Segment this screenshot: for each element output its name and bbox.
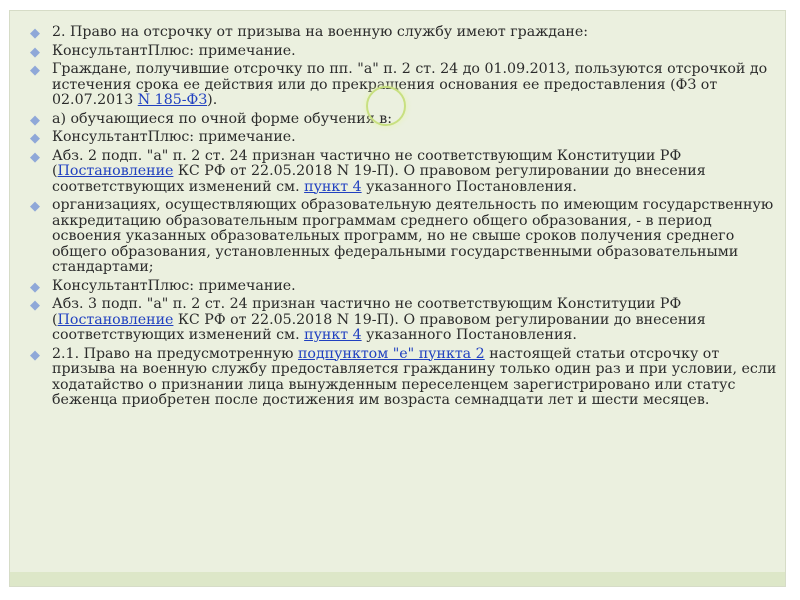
- diamond-bullet-icon: ◆: [30, 199, 40, 214]
- diamond-bullet-icon: ◆: [30, 347, 40, 363]
- item-text: указанного Постановления.: [361, 178, 577, 195]
- item-text: КС РФ от 22.05.2018 N 19-П). О правовом регулировании до внесения соответствующих изменений см.: [52, 163, 706, 195]
- diamond-bullet-icon: ◆: [30, 131, 40, 146]
- item-text: КонсультантПлюс: примечание.: [52, 277, 296, 294]
- document-link[interactable]: подпунктом "е" пункта 2: [297, 345, 485, 362]
- item-text: Абз. 3 подп. "а" п. 2 ст. 24 признан частично не соответствующим Конституции РФ (: [52, 296, 682, 328]
- item-text: КонсультантПлюс: примечание.: [52, 42, 296, 59]
- slide-frame: [9, 10, 786, 587]
- item-text: настоящей статьи отсрочку от призыва на военную службу предоставляется гражданину только один раз и при условии, если ходатайство о признании лица вынужденным переселенцем зарегистрировано или статус беженца приобретен после достижения им возраста семнадцати лет и шести месяцев.: [52, 345, 777, 408]
- list-item: [30, 112, 781, 128]
- diamond-bullet-icon: ◆: [30, 26, 40, 41]
- list-item: [30, 130, 781, 146]
- list-item: [30, 62, 781, 109]
- list-item: [30, 347, 781, 409]
- diamond-bullet-icon: ◆: [30, 279, 40, 295]
- item-text: Граждане, получившие отсрочку по пп. "а" п. 2 ст. 24 до 01.09.2013, пользуются отсрочкой до истечения срока ее действия или до прекращения основания ее предоставления (ФЗ от 02.07.2013: [52, 61, 768, 108]
- item-text: ).: [207, 92, 218, 108]
- list-item: [30, 198, 781, 276]
- list-item: [30, 297, 781, 344]
- list-item: [30, 44, 781, 60]
- diamond-bullet-icon: ◆: [30, 112, 40, 128]
- diamond-bullet-icon: ◆: [30, 63, 40, 78]
- document-link[interactable]: Постановление: [57, 311, 174, 328]
- diamond-bullet-icon: ◆: [30, 298, 40, 313]
- item-text: КонсультантПлюс: примечание.: [52, 129, 296, 145]
- item-text: 2.1. Право на предусмотренную: [52, 345, 298, 362]
- item-text: организациях, осуществляющих образовательную деятельность по имеющим государственную аккредитацию образовательным программам среднего общего образования, - в период освоения указанных образовательных программ, но не свыше сроков получения среднего общего образования, установленных федеральными государственными образовательными стандартами;: [52, 197, 774, 275]
- list-item: [30, 149, 781, 196]
- list-item: [30, 279, 781, 295]
- document-link[interactable]: N 185-ФЗ: [137, 92, 208, 108]
- document-link[interactable]: пункт 4: [304, 178, 362, 195]
- item-text: а) обучающиеся по очной форме обучения в:: [52, 110, 392, 127]
- bullet-list: [30, 25, 781, 412]
- item-text: КС РФ от 22.05.2018 N 19-П). О правовом регулировании до внесения соответствующих изменений см.: [52, 311, 706, 343]
- diamond-bullet-icon: ◆: [30, 149, 40, 165]
- item-text: Абз. 2 подп. "а" п. 2 ст. 24 признан частично не соответствующим Конституции РФ (: [52, 147, 682, 179]
- item-text: указанного Постановления.: [361, 327, 577, 343]
- diamond-bullet-icon: ◆: [30, 44, 40, 60]
- slide-footer-bar: [10, 572, 785, 586]
- list-item: [30, 25, 781, 41]
- item-text: 2. Право на отсрочку от призыва на военную службу имеют граждане:: [52, 24, 589, 40]
- slide: [10, 11, 785, 586]
- document-link[interactable]: Постановление: [57, 163, 174, 179]
- document-link[interactable]: пункт 4: [304, 327, 362, 343]
